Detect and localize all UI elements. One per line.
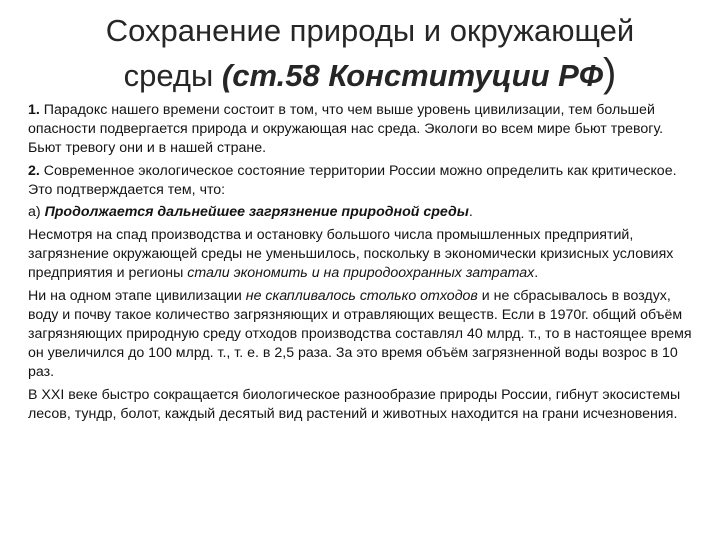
paragraph-4-suffix: .	[534, 265, 539, 282]
paragraph-2-number: 2.	[28, 162, 40, 179]
title-line-2-text: среды	[123, 58, 222, 93]
paragraph-4-text: Несмотря на спад производства и остановку большого числа промышленных предприятий, загрязнение окружающей среды не уменьшилось, поскольку в экономически кризисных условиях предприятия и регионы	[28, 227, 674, 282]
title-citation: (ст.58 Конституции РФ	[221, 58, 604, 93]
title-closing-paren: )	[603, 51, 617, 95]
paragraph-3	[28, 203, 700, 222]
paragraph-5	[28, 287, 700, 382]
paragraph-4-emphasis: стали экономить и на природоохранных затратах	[187, 265, 535, 282]
paragraph-1	[28, 101, 700, 158]
paragraph-4	[28, 226, 700, 283]
title-line-2	[40, 52, 700, 97]
paragraph-2	[28, 162, 700, 200]
paragraph-5-text-1: Ни на одном этапе цивилизации	[28, 287, 246, 304]
paragraph-1-text: Парадокс нашего времени состоит в том, что чем выше уровень цивилизации, тем большей опасности подвергается природа и окружающая нас среда. Экологи во всем мире бьют тревогу. Бьют тревогу они и в нашей стране.	[28, 102, 664, 157]
title-line-1: Сохранение природы и окружающей	[105, 13, 635, 48]
slide-body	[28, 101, 700, 428]
paragraph-5-text-2: и не сбрасывалось в воздух, воду и почву такое количество загрязняющих и отравляющих веществ. Если в 1970г. общий объём загрязняющих природную среду отходов производства составлял 40 млрд. т., то в настоящее время он увеличился до 100 млрд. т., т. е. в 2,5 раза. За это время объём загрязненной воды возрос в 10 раз.	[28, 287, 692, 381]
paragraph-1-number: 1.	[28, 102, 40, 118]
paragraph-5-emphasis: не скапливалось столько отходов	[245, 287, 478, 304]
paragraph-2-text: Современное экологическое состояние территории России можно определить как критическое. Это подтверждается тем, что:	[28, 162, 677, 198]
slide-title	[40, 10, 700, 97]
paragraph-3-suffix: .	[468, 204, 473, 221]
paragraph-3-emphasis: Продолжается дальнейшее загрязнение природной среды	[44, 204, 469, 221]
paragraph-6-text: В XXI веке быстро сокращается биологическое разнообразие природы России, гибнут экосистемы лесов, тундр, болот, каждый десятый вид растений и животных находится на грани исчезновения.	[28, 386, 681, 422]
paragraph-3-prefix: а)	[28, 204, 45, 221]
paragraph-6	[28, 386, 700, 424]
